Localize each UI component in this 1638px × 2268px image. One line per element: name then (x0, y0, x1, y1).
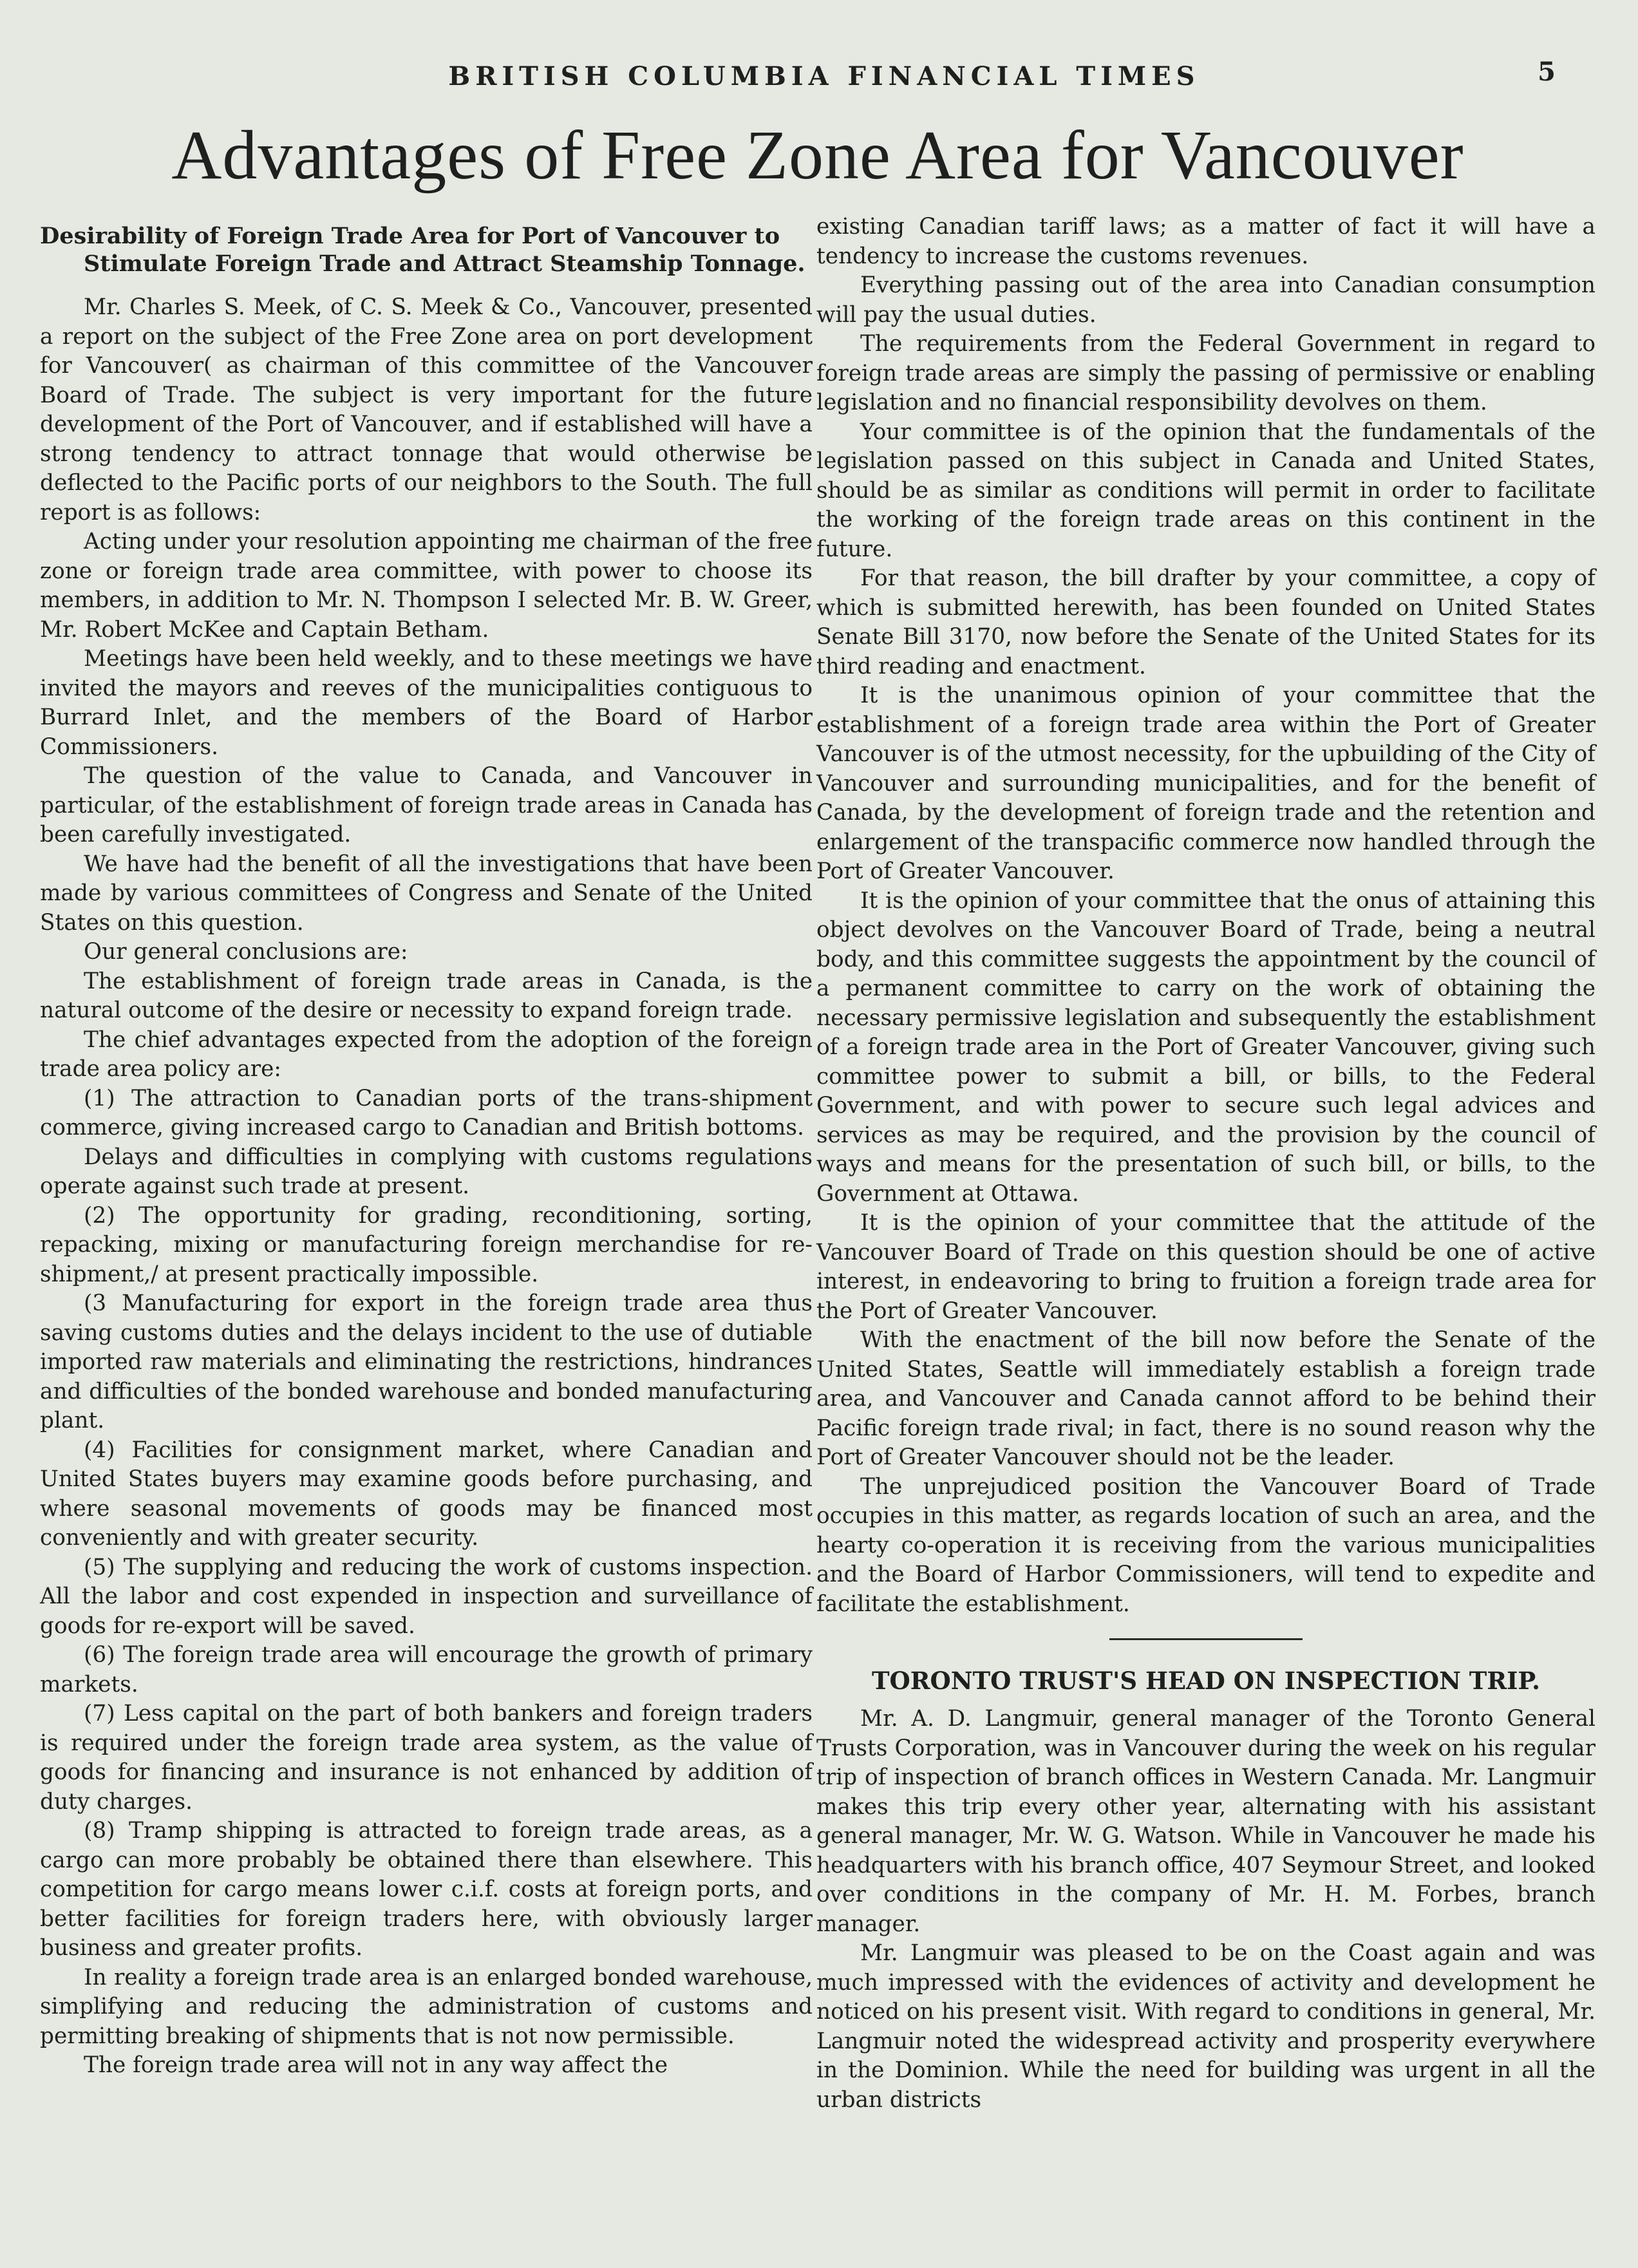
paragraph: (4) Facilities for consignment market, where Canadian and United States buyers may examine goods before purchasing, and where seasonal movements of goods may be financed most conveniently and with greater security. (40, 1437, 813, 1551)
paragraph: The establishment of foreign trade areas in Canada, is the natural outcome of the desire or necessity to expand foreign trade. (40, 968, 813, 1023)
paragraph: The foreign trade area will not in any way affect the (84, 2052, 668, 2078)
paragraph: Your committee is of the opinion that the fundamentals of the legislation passed on this subject in Canada and United States, should be as similar as conditions will permit in order to facilitate the working of the foreign trade areas on this continent in the future. (816, 419, 1596, 562)
paragraph: (5) The supplying and reducing the work of customs inspection. All the labor and cost expended in inspection and surveillance of goods for re-export will be saved. (40, 1554, 813, 1639)
paragraph: With the enactment of the bill now before the Senate of the United States, Seattle will immediately establish a foreign trade area, and Vancouver and Canada cannot afford to be behind their Pacific foreign trade rival; in fact, there is no sound reason why the Port of Greater Vancouver should not be the leader. (816, 1327, 1596, 1470)
paragraph: (2) The opportunity for grading, reconditioning, sorting, repacking, mixing or manufacturing foreign merchandise for re-shipment,/ at present practically impossible. (40, 1202, 813, 1287)
paragraph: We have had the benefit of all the investigations that have been made by various committees of Congress and Senate of the United States on this question. (40, 851, 813, 936)
paragraph: In reality a foreign trade area is an enlarged bonded warehouse, simplifying and reducing the administration of customs and permitting breaking of shipments that is not now permissible. (40, 1964, 813, 2049)
paragraph: It is the unanimous opinion of your committee that the establishment of a foreign trade area within the Port of Greater Vancouver is of the utmost necessity, for the upbuilding of the City of Vancouver and surrounding municipalities, and for the benefit of Canada, by the development of foreign trade and the retention and enlargement of the transpacific commerce now handled through the Port of Greater Vancouver. (816, 683, 1596, 884)
paragraph: (1) The attraction to Canadian ports of the trans-shipment commerce, giving increased cargo to Canadian and British bottoms. (40, 1085, 813, 1140)
article-headline: Advantages of Free Zone Area for Vancouver (171, 117, 1464, 194)
paragraph: Acting under your resolution appointing me chairman of the free zone or foreign trade area committee, with power to choose its members, in addition to Mr. N. Thompson I selected Mr. B. W. Greer, Mr. Robert McKee and Captain Betham. (40, 529, 813, 643)
paragraph-continued: existing Canadian tariff laws; as a matter of fact it will have a tendency to increase the customs revenues. (816, 214, 1596, 269)
paragraph: Everything passing out of the area into Canadian consumption will pay the usual duties. (816, 272, 1596, 328)
paragraph: Our general conclusions are: (84, 939, 408, 965)
right-column (816, 213, 1596, 2115)
paragraph: (6) The foreign trade area will encourage the growth of primary markets. (40, 1642, 813, 1697)
paragraph: The chief advantages expected from the adoption of the foreign trade area policy are: (40, 1026, 813, 1082)
paragraph: Mr. Charles S. Meek, of C. S. Meek & Co., Vancouver, presented a report on the subject of the Free Zone area on port development for Vancouver( as chairman of this committee of the Vancouver Board of Trade. The subject is very important for the future development of the Port of Vancouver, and if established will have a strong tendency to attract tonnage that would otherwise be deflected to the Pacific ports of our neighbors to the South. The full report is as follows: (40, 294, 813, 525)
paragraph: The requirements from the Federal Government in regard to foreign trade areas are simply the passing of permissive or enabling legislation and no financial responsibility devolves on them. (816, 331, 1596, 415)
paragraph: The question of the value to Canada, and Vancouver in particular, of the establishment of foreign trade areas in Canada has been carefully investigated. (40, 763, 813, 847)
paragraph: (3 Manufacturing for export in the foreign trade area thus saving customs duties and the delays incident to the use of dutiable imported raw materials and eliminating the restrictions, hindrances and difficulties of the bonded warehouse and bonded manufacturing plant. (40, 1290, 813, 1433)
article-subheadline: Desirability of Foreign Trade Area for Port of Vancouver to Stimulate Foreign Trade and Attract Steamship Tonnage. (40, 223, 805, 277)
paragraph: Meetings have been held weekly, and to these meetings we have invited the mayors and reeves of the municipalities contiguous to Burrard Inlet, and the members of the Board of Harbor Commissioners. (40, 646, 813, 760)
paragraph: Delays and difficulties in complying with customs regulations operate against such trade at present. (40, 1144, 813, 1199)
paragraph: The unprejudiced position the Vancouver Board of Trade occupies in this matter, as regards location of such an area, and the hearty co-operation it is receiving from the various municipalities and the Board of Harbor Commissioners, will tend to expedite and facilitate the establishment. (816, 1473, 1596, 1617)
paragraph: Mr. A. D. Langmuir, general manager of the Toronto General Trusts Corporation, was in Vancouver during the week on his regular trip of inspection of branch offices in Western Canada. Mr. Langmuir makes this trip every other year, alternating with his assistant general manager, Mr. W. G. Watson. While in Vancouver he made his headquarters with his branch office, 407 Seymour Street, and looked over conditions in the company of Mr. H. M. Forbes, branch manager. (816, 1706, 1596, 1937)
left-column (40, 222, 813, 2081)
second-article-title: TORONTO TRUST'S HEAD ON INSPECTION TRIP. (872, 1667, 1540, 1695)
section-divider (1109, 1638, 1303, 1640)
running-title: BRITISH COLUMBIA FINANCIAL TIMES (448, 61, 1200, 91)
paragraph: It is the opinion of your committee that the attitude of the Vancouver Board of Trade on this question should be one of active interest, in endeavoring to bring to fruition a foreign trade area for the Port of Greater Vancouver. (816, 1210, 1596, 1324)
paragraph: It is the opinion of your committee that the onus of attaining this object devolves on the Vancouver Board of Trade, being a neutral body, and this committee suggests the appointment by the council of a permanent committee to carry on the work of obtaining the necessary permissive legislation and subsequently the establishment of a foreign trade area in the Port of Greater Vancouver, giving such committee power to submit a bill, or bills, to the Federal Government, and with power to secure such legal advices and services as may be required, and the provision by the council of ways and means for the presentation of such bill, or bills, to the Government at Ottawa. (816, 887, 1596, 1207)
paragraph: Mr. Langmuir was pleased to be on the Coast again and was much impressed with the evidences of activity and development he noticed on his present visit. With regard to conditions in general, Mr. Langmuir noted the widespread activity and prosperity everywhere in the Dominion. While the need for building was urgent in all the urban districts (816, 1940, 1596, 2113)
page-number: 5 (1538, 57, 1556, 87)
paragraph: For that reason, the bill drafter by your committee, a copy of which is submitted herewith, has been founded on United States Senate Bill 3170, now before the Senate of the United States for its third reading and enactment. (816, 565, 1596, 679)
paragraph: (7) Less capital on the part of both bankers and foreign traders is required under the foreign trade area system, as the value of goods for financing and insurance is not enhanced by addition of duty charges. (40, 1701, 813, 1815)
paragraph: (8) Tramp shipping is attracted to foreign trade areas, as a cargo can more probably be obtained there than elsewhere. This competition for cargo means lower c.i.f. costs at foreign ports, and better facilities for foreign traders here, with obviously larger business and greater profits. (40, 1818, 813, 1961)
